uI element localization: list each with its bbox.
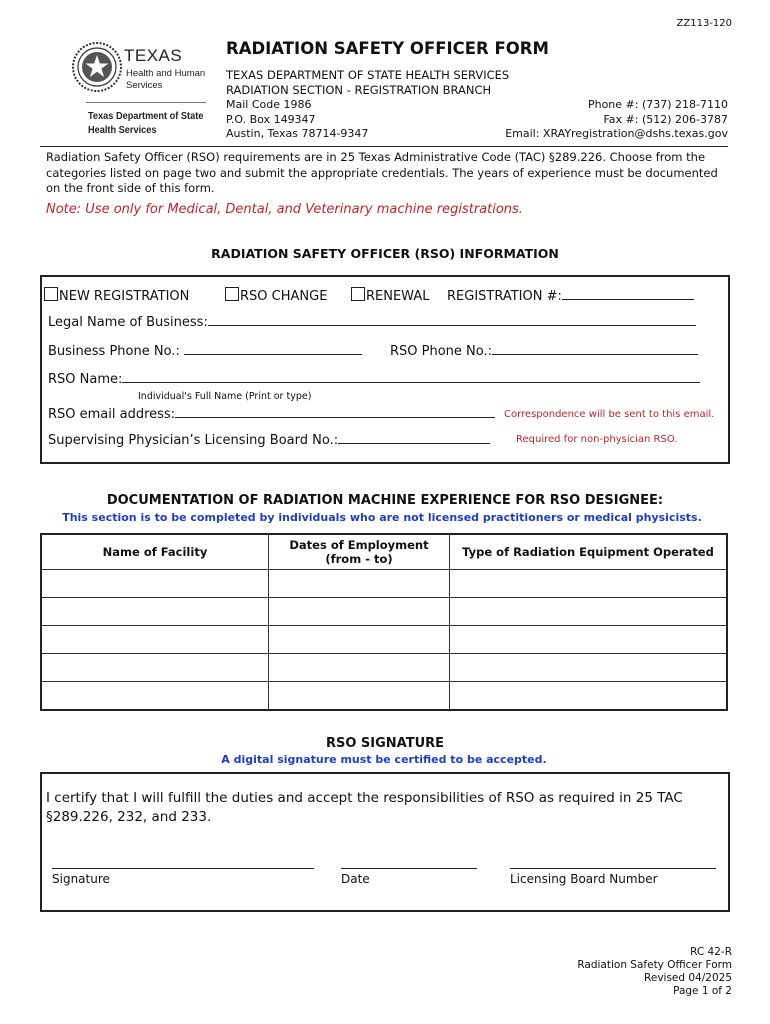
registration-number-label: REGISTRATION #: bbox=[447, 289, 562, 304]
form-name: Radiation Safety Officer Form bbox=[577, 959, 732, 971]
logo-dshs bbox=[88, 110, 203, 138]
po-box: P.O. Box 149347 bbox=[226, 112, 316, 126]
licensing-board-field bbox=[48, 431, 490, 448]
agency-block bbox=[226, 68, 509, 98]
signature-subheading: A digital signature must be certified to be accepted. bbox=[221, 753, 547, 766]
equipment-cell[interactable] bbox=[450, 570, 728, 598]
rso-email-input[interactable] bbox=[175, 405, 495, 418]
board-number-input[interactable] bbox=[510, 868, 716, 869]
dates-cell[interactable] bbox=[269, 570, 450, 598]
equipment-cell[interactable] bbox=[450, 654, 728, 682]
equipment-cell[interactable] bbox=[450, 626, 728, 654]
signature-label: Signature bbox=[52, 872, 110, 886]
new-registration-label: NEW REGISTRATION bbox=[59, 289, 190, 304]
rso-name-input[interactable] bbox=[122, 370, 700, 383]
facility-cell[interactable] bbox=[41, 570, 269, 598]
col-dates-header bbox=[269, 534, 450, 570]
rso-email-label: RSO email address: bbox=[48, 407, 176, 422]
renewal-label: RENEWAL bbox=[366, 289, 430, 304]
rso-change-checkbox[interactable] bbox=[225, 287, 239, 301]
dates-cell[interactable] bbox=[269, 598, 450, 626]
facility-cell[interactable] bbox=[41, 654, 269, 682]
facility-cell[interactable] bbox=[41, 682, 269, 711]
equipment-cell[interactable] bbox=[450, 598, 728, 626]
registration-type-row bbox=[44, 287, 189, 304]
licensing-board-label: Supervising Physician’s Licensing Board No.: bbox=[48, 433, 339, 448]
texas-seal-icon bbox=[72, 42, 122, 92]
dates-cell[interactable] bbox=[269, 626, 450, 654]
logo-hhs bbox=[126, 68, 205, 92]
table-row bbox=[41, 570, 727, 598]
legal-name-input[interactable] bbox=[208, 313, 696, 326]
logo-hhs-line2: Services bbox=[126, 80, 163, 91]
renewal-checkbox[interactable] bbox=[351, 287, 365, 301]
business-phone-label: Business Phone No.: bbox=[48, 344, 180, 359]
table-row bbox=[41, 626, 727, 654]
rso-phone-label: RSO Phone No.: bbox=[390, 344, 493, 359]
col-type-label: Type of Radiation Equipment Operated bbox=[462, 545, 714, 559]
mail-code: Mail Code 1986 bbox=[226, 98, 312, 111]
agency-branch: RADIATION SECTION - REGISTRATION BRANCH bbox=[226, 83, 492, 97]
new-registration-checkbox[interactable] bbox=[44, 287, 58, 301]
renewal-option bbox=[351, 287, 429, 304]
licensing-board-input[interactable] bbox=[338, 431, 490, 444]
logo-dshs-line2: Health Services bbox=[88, 125, 157, 136]
rso-info-heading: RADIATION SAFETY OFFICER (RSO) INFORMATION bbox=[211, 246, 559, 261]
experience-table bbox=[40, 533, 728, 711]
email-note: Correspondence will be sent to this email. bbox=[504, 409, 715, 420]
date-label: Date bbox=[341, 872, 370, 886]
revision-date: Revised 04/2025 bbox=[644, 972, 732, 984]
signature-input[interactable] bbox=[52, 868, 314, 869]
logo-hhs-line1: Health and Human bbox=[126, 68, 206, 79]
rso-email-field bbox=[48, 405, 495, 422]
form-id: ZZ113-120 bbox=[676, 18, 732, 29]
phone-number: Phone #: (737) 218-7110 bbox=[587, 98, 728, 111]
logo-dshs-line1: Texas Department of State bbox=[88, 111, 204, 122]
city-zip: Austin, Texas 78714-9347 bbox=[226, 127, 369, 140]
experience-subheading: This section is to be completed by individuals who are not licensed practitioners or medical physicists. bbox=[62, 511, 702, 524]
logo-divider bbox=[86, 102, 206, 103]
form-title: RADIATION SAFETY OFFICER FORM bbox=[226, 39, 549, 58]
facility-cell[interactable] bbox=[41, 626, 269, 654]
col-facility-label: Name of Facility bbox=[102, 545, 208, 559]
board-note: Required for non-physician RSO. bbox=[516, 434, 678, 445]
rso-phone-field bbox=[390, 342, 698, 359]
rso-phone-input[interactable] bbox=[492, 342, 698, 355]
header-divider bbox=[40, 146, 728, 147]
col-type-header bbox=[450, 534, 728, 570]
col-dates-sublabel: (from - to) bbox=[325, 552, 393, 566]
agency-name: TEXAS DEPARTMENT OF STATE HEALTH SERVICES bbox=[226, 68, 510, 82]
experience-heading: DOCUMENTATION OF RADIATION MACHINE EXPERIENCE FOR RSO DESIGNEE: bbox=[106, 493, 664, 508]
business-phone-input[interactable] bbox=[184, 342, 362, 355]
col-facility-header bbox=[41, 534, 269, 570]
rso-name-field bbox=[48, 370, 700, 387]
form-code: RC 42-R bbox=[690, 946, 732, 958]
legal-name-field bbox=[48, 313, 696, 330]
legal-name-label: Legal Name of Business: bbox=[48, 315, 208, 330]
dates-cell[interactable] bbox=[269, 654, 450, 682]
logo-texas: TEXAS bbox=[124, 46, 183, 65]
dates-cell[interactable] bbox=[269, 682, 450, 711]
fax-number: Fax #: (512) 206-3787 bbox=[603, 112, 728, 126]
business-phone-field bbox=[48, 342, 362, 359]
registration-number-input[interactable] bbox=[562, 287, 694, 300]
rso-change-label: RSO CHANGE bbox=[240, 289, 328, 304]
table-row bbox=[41, 654, 727, 682]
rso-name-hint: Individual's Full Name (Print or type) bbox=[138, 391, 312, 402]
page-footer bbox=[577, 946, 732, 998]
table-row bbox=[41, 598, 727, 626]
certification-text: I certify that I will fulfill the duties and accept the responsibilities of RSO as required in 25 TAC §289.226, 232, and 233. bbox=[46, 790, 683, 825]
table-header-row bbox=[41, 534, 727, 570]
rso-change-option bbox=[225, 287, 327, 304]
facility-cell[interactable] bbox=[41, 598, 269, 626]
usage-note: Note: Use only for Medical, Dental, and Veterinary machine registrations. bbox=[46, 202, 523, 217]
board-number-label: Licensing Board Number bbox=[510, 872, 658, 886]
rso-name-label: RSO Name: bbox=[48, 372, 123, 387]
equipment-cell[interactable] bbox=[450, 682, 728, 711]
signature-heading: RSO SIGNATURE bbox=[325, 736, 445, 751]
col-dates-label: Dates of Employment bbox=[289, 538, 429, 552]
date-input[interactable] bbox=[341, 868, 477, 869]
email-address: Email: XRAYregistration@dshs.texas.gov bbox=[505, 127, 728, 140]
page-number: Page 1 of 2 bbox=[673, 985, 732, 997]
registration-number-field bbox=[447, 287, 694, 304]
mailing-address bbox=[226, 98, 368, 142]
contact-block bbox=[505, 98, 728, 142]
table-row bbox=[41, 682, 727, 711]
intro-text: Radiation Safety Officer (RSO) requirements are in 25 Texas Administrative Code (TAC) §289.226. Choose from the categories listed on page two and submit the appropriate credentials. The years of experience must be documented on the front side of this form. bbox=[46, 150, 718, 195]
